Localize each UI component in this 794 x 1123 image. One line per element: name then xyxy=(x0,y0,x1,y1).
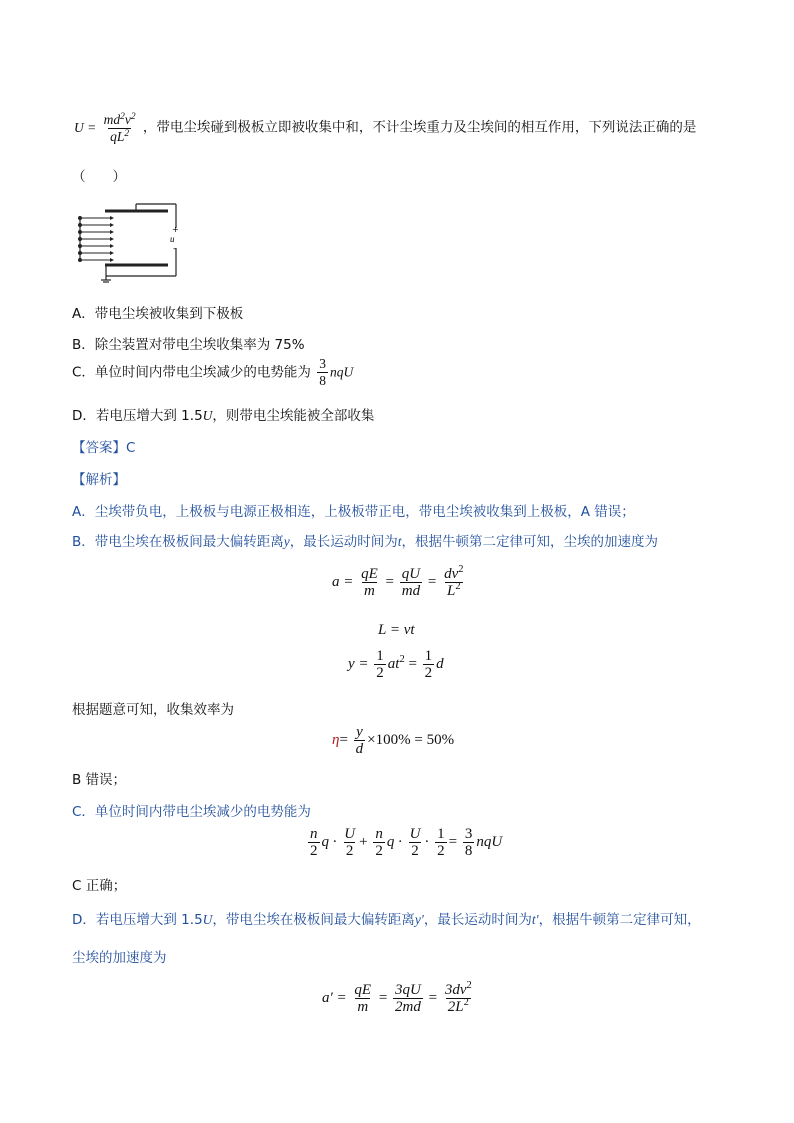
efficiency-intro: 根据题意可知，收集效率为 xyxy=(72,702,234,718)
formula-u xyxy=(74,111,143,144)
c-right: C 正确； xyxy=(72,878,127,894)
option-a: A．带电尘埃被收集到下极板 xyxy=(72,306,244,322)
svg-text:-: - xyxy=(173,244,176,253)
question-stem-line xyxy=(74,112,696,145)
analysis-line-d-cont: 尘埃的加速度为 xyxy=(72,950,167,966)
formula-prefix: U = xyxy=(74,119,100,135)
svg-text:+: + xyxy=(172,225,179,234)
analysis-line-b: B．带电尘埃在极板间最大偏转距离y，最长运动时间为t，根据牛顿第二定律可知，尘埃的加速度为 xyxy=(72,534,659,550)
analysis-label: 【解析】 xyxy=(72,472,126,488)
option-d: D．若电压增大到 1.5U，则带电尘埃能被全部收集 xyxy=(72,408,375,424)
option-c-fraction: $\frac{3}{8}$ xyxy=(319,356,326,388)
equation-acceleration: a = $\frac{qE}{m}$ = $\frac{qU}{md}$ = $\frac{dv^2}{L^2}$ xyxy=(332,564,464,599)
equation-acceleration-prime: a′ = $\frac{qE}{m}$ = $\frac{3qU}{2md}$ = $\frac{3dv^2}{2L^2}$ xyxy=(322,980,472,1015)
equation-potential-energy: $\frac{n}{2}$ q · $\frac{U}{2}$ + $\frac{n}{2}$ q · $\frac{U}{2}$ · $\frac{1}{2}$ = $\frac{3}{8}$ nqU xyxy=(310,826,503,859)
analysis-line-c: C．单位时间内带电尘埃减少的电势能为 xyxy=(72,804,311,820)
b-wrong: B 错误； xyxy=(72,772,127,788)
equation-y: y = $\frac{1}{2}$ $at^2$ = $\frac{1}{2}$ d xyxy=(348,648,444,681)
option-c: C．单位时间内带电尘埃减少的电势能为 $\frac{3}{8}$ nqU xyxy=(72,356,354,388)
stem-text: ，带电尘埃碰到极板立即被收集中和，不计尘埃重力及尘埃间的相互作用，下列说法正确的是 xyxy=(142,119,697,136)
voltage-label: u xyxy=(170,234,175,244)
answer-line: 【答案】C xyxy=(72,440,136,456)
formula-fraction: $\frac{md^2v^2}{qL^2}$ xyxy=(103,111,136,144)
option-b: B．除尘装置对带电尘埃收集率为 75% xyxy=(72,337,305,353)
analysis-line-a: A．尘埃带负电，上极板与电源正极相连，上极板带正电，带电尘埃被收集到上极板，A 错误； xyxy=(72,504,635,520)
equation-l-vt: L = vt xyxy=(378,622,415,638)
dust-collector-figure xyxy=(70,198,182,284)
analysis-line-d: D．若电压增大到 1.5U，带电尘埃在极板间最大偏转距离y′，最长运动时间为t′，根据牛顿第二定律可知， xyxy=(72,912,701,928)
equation-efficiency: η= $\frac{y}{d}$ ×100% = 50% xyxy=(332,724,455,757)
answer-paren: （ ） xyxy=(72,169,126,185)
